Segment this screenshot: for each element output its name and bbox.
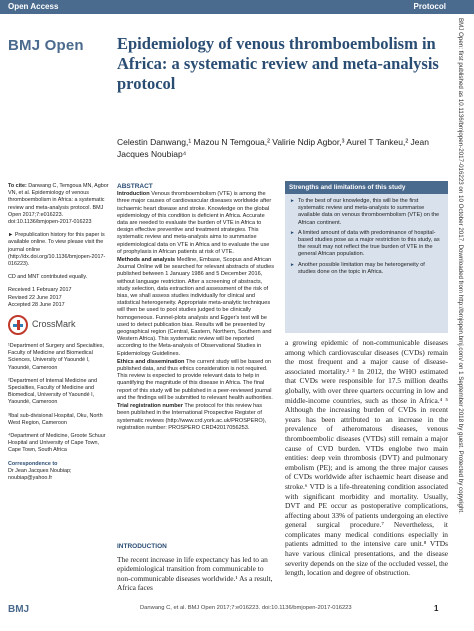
received-date: Received 1 February 2017 <box>8 287 72 294</box>
body-text: a growing epidemic of non-communicable diseases among which cardiovascular diseases (CVDs) remain the most frequent and a major cause of disease-associated mortality.² ³ In 2012, the WHO estimated that CVDs were responsible for 17.5 million deaths globally, with over three quarters occurring in low and middle-income countries, such as those in Africa.⁴ ⁵ Although the increasing burden of CVDs in recent years has been attributed to an increase in the prevalence of atheromatous diseases, venous thromboembolic diseases (VTDs) still remain a major cause of CVD burden. VTDs englobe two main entities: deep vein thrombosis (DVT) and pulmonary embolism (PE); and is among the three major causes of CVDs worldwide after ischaemic heart disease and stroke.⁶ VTD is a life-threatening condition associated with significant morbidity and mortality. Usually, DVT and PE occur as postoperative complications, affecting about 33% of patients undergoing an elective general surgical procedure.⁷ Nevertheless, it complicates many medical conditions especially in patients admitted to the intensive care unit.⁸ VTDs have various clinical presentations, and the disease severity depends on the size of the occluded vessel, the length, location and degree of obstruction. <box>285 338 448 578</box>
author-list: Celestin Danwang,¹ Mazou N Temgoua,² Valirie Ndip Agbor,³ Aurel T Tankeu,² Jean Jacques Noubiap⁴ <box>117 137 429 159</box>
affiliation: ²Department of Internal Medicine and Specialties, Faculty of Medicine and Biomedical, University of Yaoundé I, Yaoundé, Cameroon <box>8 377 97 406</box>
correspondence-heading: Correspondence to <box>8 460 58 467</box>
correspondence-block <box>8 461 110 483</box>
accepted-date: Accepted 28 June 2017 <box>8 301 65 308</box>
abstract-intro-label: Introduction <box>117 191 150 198</box>
abstract-ethics <box>117 359 275 402</box>
affiliation: ¹Department of Surgery and Specialties, Faculty of Medicine and Biomedical Sciences, University of Yaoundé I, Yaoundé, Cameroon <box>8 343 104 371</box>
affiliation: ⁴Department of Medicine, Groote Schuur Hospital and University of Cape Town, Cape Town, South Africa <box>8 433 106 454</box>
citation-block <box>8 183 110 226</box>
strengths-item: ► A limited amount of data with predominance of hospital-based studies pose as a major restriction to this study, as the result may not reflect the true burden of VTE in the general African population. <box>290 230 443 259</box>
abstract-methods <box>117 257 275 358</box>
abstract-section <box>117 183 275 433</box>
correspondence-text: Dr Jean Jacques Noubiap; noubiap@yahoo.fr <box>8 467 72 482</box>
sidebar-column <box>8 183 110 488</box>
introduction-section <box>117 542 275 593</box>
abstract-methods-text: Medline, Embase, Scopus and African Journal Online will be searched for relevant abstracts of studies published between 1 January 1986 and 5 December 2016, without language restriction. After a screening of abstracts, study selection, data extraction and assessment of the risk of bias, we shall assess studies individually for clinical and statistical heterogeneity. Appropriate meta-analytic techniques will then be used to pool studies judged to be clinically homogeneous. Funnel-plots analysis and Egger's test will be used to detect publication bias. Results will be presented by geographical region (Central, Eastern, Northern, Southern and Western Africa). This systematic review will be reported according to the Meta-analysis of Observational Studies in Epidemiology Guidelines. <box>117 257 275 357</box>
abstract-trial-text: The protocol for this review has been published in the International Prospective Register of systematic reviews (http://www.crd.york.ac.uk/PROSPERO), registration number: PROSPERO CRD42017056253. <box>117 403 267 431</box>
strengths-heading: Strengths and limitations of this study <box>285 181 448 194</box>
abstract-trial <box>117 403 275 432</box>
vertical-note-text: BMJ Open: first published as 10.1136/bmjopen-2017-016223 on 10 October 2017. Downloaded from http://bmjopen.bmj.com/ on 1 September 2018 by guest. Protected by copyright. <box>457 18 464 514</box>
prepublication-note: ► Prepublication history for this paper is available online. To view please visit the journal online (http://dx.doi.org/10.1136/bmjopen-2017-016223). <box>8 232 106 268</box>
open-access-label: Open Access <box>8 2 59 11</box>
crossmark-label: CrossMark <box>32 319 76 330</box>
strengths-box <box>285 181 448 333</box>
top-bar <box>0 0 474 14</box>
abstract-ethics-label: Ethics and dissemination <box>117 358 185 365</box>
page-footer <box>0 600 474 631</box>
cite-text: Danwang C, Temgoua MN, Agbor VN, et al. Epidemiology of venous thromboembolism in Africa: a systematic review and meta-analysis protocol. BMJ Open 2017;7:e016223. doi:10.1136/bmjopen-2017-016223 <box>8 183 109 226</box>
cite-label: To cite: <box>8 183 27 189</box>
abstract-trial-label: Trial registration number <box>117 403 183 410</box>
strengths-item: ► To the best of our knowledge, this will be the first systematic review and meta-analysis to summarise available data on venous thromboembolism (VTE) on the African continent. <box>290 198 443 227</box>
article-title: Epidemiology of venous thromboembolism in Africa: a systematic review and meta-analysis protocol <box>117 34 439 93</box>
crossmark-icon <box>8 315 28 335</box>
abstract-methods-label: Methods and analysis <box>117 257 176 264</box>
vertical-download-note <box>452 18 470 578</box>
crossmark-badge[interactable] <box>8 315 110 335</box>
strengths-item: ► Another possible limitation may be heterogeneity of studies done on the topic in Africa. <box>290 262 443 276</box>
introduction-text: The recent increase in life expectancy has led to an epidemiological transition from communicable to non-communicable diseases worldwide.¹ As a result, Africa faces <box>117 554 273 593</box>
strengths-list <box>285 194 448 276</box>
journal-brand: BMJ Open <box>8 37 84 54</box>
page-number: 1 <box>434 604 439 613</box>
abstract-introduction <box>117 191 275 256</box>
abstract-heading: ABSTRACT <box>117 183 153 190</box>
article-type-label: Protocol <box>413 2 446 11</box>
abstract-intro-text: Venous thromboembolism (VTE) is among the three major causes of cardiovascular diseases worldwide after ischaemic heart disease and stroke. Knowledge on the global epidemiology of this condition is deficient in Africa. Accurate data are needed to evaluate the burden of VTE in Africa to design effective preventive and treatment strategies. This systematic review and meta-analysis aims to summarise epidemiological data on VTE in Africa and to evaluate the use of prophylaxis in African patients at risk of VTE. <box>117 191 272 255</box>
bmj-logo: BMJ <box>8 604 30 615</box>
affiliation: ³Ibal sub-divisional Hospital, Oku, North West Region, Cameroon <box>8 412 103 426</box>
revised-date: Revised 22 June 2017 <box>8 294 62 301</box>
abstract-ethics-text: The current study will be based on published data, and thus ethics consideration is not required. This review is expected to provide relevant data to help in quantifying the magnitude of this disease in Africa. The final report of this study will be published in a peer-reviewed journal and the findings will be submitted to relevant health authorities. <box>117 358 273 401</box>
contribution-note: CD and MNT contributed equally. <box>8 274 88 281</box>
dates-block <box>8 287 110 309</box>
footer-citation: Danwang C, et al. BMJ Open 2017;7:e016223. doi:10.1136/bmjopen-2017-016223 <box>140 605 352 611</box>
introduction-heading: INTRODUCTION <box>117 543 167 550</box>
